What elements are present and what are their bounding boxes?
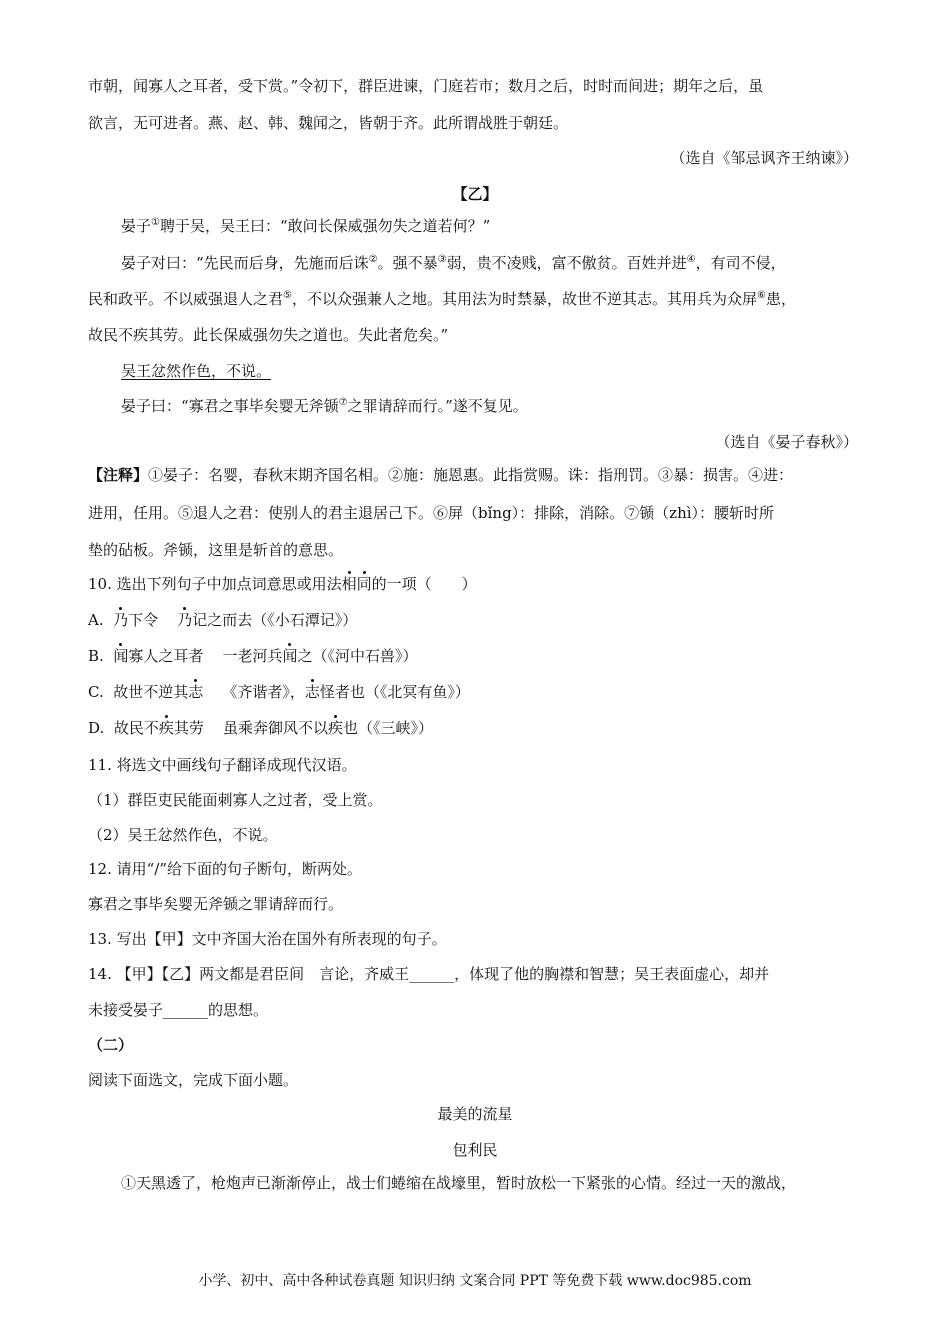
footnote-mark: ⑦ [338, 397, 348, 408]
text: 《齐谐者》， [222, 683, 305, 701]
text: 10. 选出下列句子中加点词意思或用法 [88, 575, 342, 593]
text: 怪者也（《北冥有鱼》） [319, 683, 470, 701]
text: ①晏子：名婴，春秋末期齐国名相。②施：施恩惠。此指赏赐。诛：指刑罚。③暴：损害。④进： [148, 466, 794, 484]
q11-sub-1: （1）群臣吏民能面刺寡人之过者，受上赏。 [88, 791, 383, 809]
text: 也（《三峡》） [342, 719, 433, 737]
notes-line-3: 垫的砧板。斧锧，这里是斩首的意思。 [88, 541, 344, 559]
jia-text-line-2: 欲言，无可进者。燕、赵、韩、魏闻之，皆朝于齐。此所谓战胜于朝廷。 [88, 114, 569, 132]
dotted-char: 乃 [177, 611, 193, 629]
option-label: B. [88, 647, 104, 665]
yi-paragraph-1 [121, 216, 490, 236]
yi-paragraph-2-cont [88, 289, 796, 309]
dotted-char: 志 [188, 683, 204, 701]
option-label: A. [88, 611, 104, 629]
text: 民和政平。不以威强退人之君 [88, 290, 284, 308]
text: ，有司不侵， [695, 254, 786, 272]
yi-paragraph-4 [121, 396, 528, 416]
article-author: 包利民 [452, 1141, 498, 1159]
yi-paragraph-2 [121, 253, 786, 273]
text: 虽乘奔御风不以 [222, 719, 328, 737]
footnote-mark: ② [368, 254, 378, 265]
dotted-char: 同 [356, 575, 372, 593]
text: 之罪请辞而行。”遂不复见。 [347, 397, 528, 415]
dotted-char: 志 [304, 683, 320, 701]
section-2-instruction: 阅读下面选文，完成下面小题。 [88, 1071, 299, 1089]
dotted-char: 疾 [327, 719, 343, 737]
yi-paragraph-2-end: 故民不疾其劳。此长保威强勿失之道也。失此者危矣。” [88, 326, 449, 344]
yi-source: （选自《晏子春秋》） [715, 433, 858, 451]
text: 一老河兵 [222, 647, 283, 665]
dotted-char: 相 [341, 575, 357, 593]
q10-option-a[interactable] [88, 610, 357, 630]
q14-line-2: 未接受晏子______的思想。 [88, 1001, 269, 1019]
jia-text-line-1: 市朝，闻寡人之耳者，受下赏。”令初下，群臣进谏，门庭若市；数月之后，时时而间进；期年之后，虽 [88, 77, 764, 95]
yi-underlined-sentence: 吴王忿然作色，不说。 [121, 362, 272, 380]
q11-sub-2: （2）吴王忿然作色，不说。 [88, 826, 278, 844]
article-paragraph-1: ①天黑透了，枪炮声已渐渐停止，战士们蜷缩在战壕里，暂时放松一下紧张的心情。经过一天的激战， [121, 1174, 797, 1192]
notes-label: 【注释】 [88, 466, 149, 484]
q10-stem [88, 574, 477, 594]
yi-heading: 【乙】 [452, 185, 498, 203]
q12-stem: 12. 请用“/”给下面的句子断句，断两处。 [88, 860, 363, 878]
footnote-mark: ⑥ [757, 290, 766, 301]
text: 其劳 [173, 719, 204, 737]
dotted-char: 闻 [282, 647, 298, 665]
page-footer: 小学、初中、高中各种试卷真题 知识归纳 文案合同 PPT 等免费下载 www.doc985.com [198, 1273, 752, 1289]
text: 晏子曰：“寡君之事毕矣婴无斧锧 [121, 397, 339, 415]
text: 之（《河中石兽》） [297, 647, 418, 665]
article-title: 最美的流星 [437, 1105, 513, 1123]
text: 记之而去（《小石潭记》） [192, 611, 358, 629]
notes-line-1 [88, 465, 793, 485]
text: 弱，贵不凌贱，富不傲贫。百姓并进 [446, 254, 687, 272]
q10-option-c[interactable] [88, 682, 470, 702]
footnote-mark: ④ [686, 254, 696, 265]
section-2-heading: （二） [88, 1036, 134, 1054]
jia-source: （选自《邹忌讽齐王纳谏》） [670, 149, 858, 167]
text: 。强不暴 [377, 254, 438, 272]
q14-line-1: 14. 【甲】【乙】两文都是君臣间 言论，齐威王______，体现了他的胸襟和智慧；吴王表面虚心，却并 [88, 965, 770, 983]
footnote-mark: ③ [437, 254, 447, 265]
footnote-mark: ① [151, 217, 160, 228]
text: 故民不 [113, 719, 159, 737]
text: ，不以众强兼人之地。其用法为时禁暴，故世不逆其志。其用兵为众屏 [291, 290, 757, 308]
q10-option-b[interactable] [88, 646, 418, 666]
text: 故世不逆其 [113, 683, 189, 701]
text: 患， [765, 290, 796, 308]
text: 聘于吴，吴王曰：“敢问长保威强勿失之道若何？” [159, 217, 491, 235]
dotted-char: 乃 [113, 611, 129, 629]
dotted-char: 疾 [158, 719, 174, 737]
option-label: C. [88, 683, 104, 701]
dotted-char: 闻 [113, 647, 129, 665]
text: 下令 [128, 611, 159, 629]
text: 晏子 [121, 217, 152, 235]
footnote-mark: ⑤ [283, 290, 292, 301]
notes-line-2: 进用，任用。⑤退人之君：使别人的君主退居己下。⑥屏（bǐng）：排除，消除。⑦锧（zhì）：腰斩时所 [88, 504, 775, 522]
q11-stem: 11. 将选文中画线句子翻译成现代汉语。 [88, 756, 357, 774]
text: 寡人之耳者 [128, 647, 204, 665]
q12-sentence: 寡君之事毕矣婴无斧锧之罪请辞而行。 [88, 895, 344, 913]
text: 晏子对曰：“先民而后身，先施而后诛 [121, 254, 369, 272]
option-label: D. [88, 719, 105, 737]
q10-option-d[interactable] [88, 718, 433, 738]
q13-stem: 13. 写出【甲】文中齐国大治在国外有所表现的句子。 [88, 930, 447, 948]
text: 的一项（ ） [371, 575, 477, 593]
